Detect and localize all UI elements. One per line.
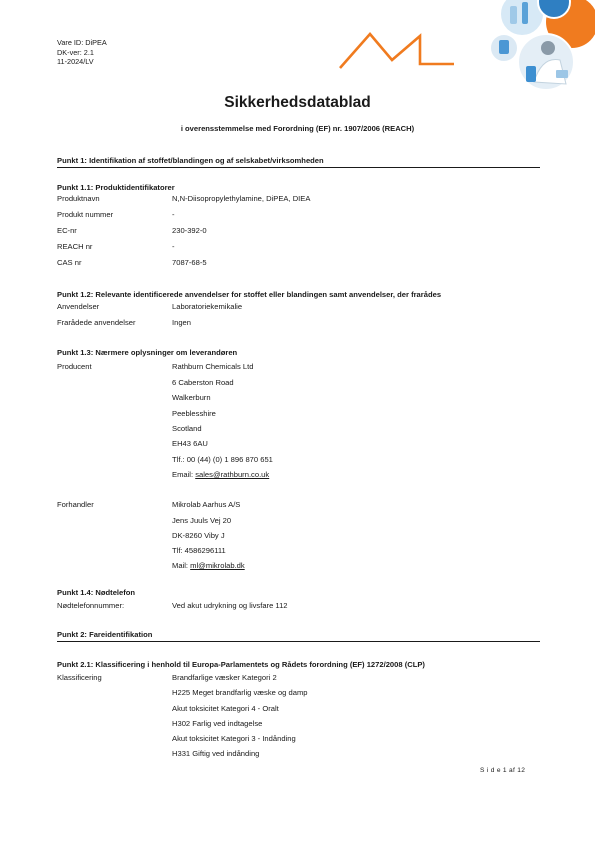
subsection-heading-1-2: Punkt 1.2: Relevante identificerede anvendelser for stoffet eller blandingen samt anvendelser, der frarådes	[57, 290, 442, 299]
row-label: REACH nr	[57, 242, 93, 251]
producer-email-line	[172, 470, 269, 479]
row-value: Ingen	[172, 318, 192, 327]
producer-line: Rathburn Chemicals Ltd	[172, 362, 254, 371]
producer-line: EH43 6AU	[172, 439, 208, 448]
subsection-heading-2-1: Punkt 2.1: Klassificering i henhold til Europa-Parlamentets og Rådets forordning (EF) 1272/2008 (CLP)	[57, 660, 425, 669]
subsection-heading-1-1: Punkt 1.1: Produktidentifikatorer	[57, 183, 175, 192]
page-subtitle: i overensstemmelse med Forordning (EF) nr. 1907/2006 (REACH)	[180, 124, 415, 133]
section-heading-punkt-2: Punkt 2: Fareidentifikation	[57, 630, 540, 642]
row-label: EC-nr	[57, 226, 77, 235]
subsection-heading-1-3: Punkt 1.3: Nærmere oplysninger om leverandøren	[57, 348, 238, 357]
mikrolab-logo	[336, 24, 456, 74]
row-label: Frarådede anvendelser	[57, 318, 136, 327]
row-value: -	[172, 210, 175, 219]
producer-phone: Tlf.: 00 (44) (0) 1 896 870 651	[172, 455, 273, 464]
classification-line: Akut toksicitet Kategori 3 - Indånding	[172, 734, 296, 743]
classification-label: Klassificering	[57, 673, 102, 682]
mail-prefix: Mail:	[172, 561, 191, 570]
row-frarådede-anvendelser	[57, 318, 540, 330]
dealer-label: Forhandler	[57, 500, 94, 509]
row-anvendelser	[57, 302, 540, 314]
page-title: Sikkerhedsdatablad	[224, 94, 371, 111]
classification-line: Akut toksicitet Kategori 4 - Oralt	[172, 704, 279, 713]
row-value: Laboratoriekemikalie	[172, 302, 243, 311]
row-produkt-nummer	[57, 210, 540, 222]
row-produktnavn	[57, 194, 540, 206]
row-value: N,N-Diisopropylethylamine, DiPEA, DIEA	[172, 194, 311, 203]
row-label: Produktnavn	[57, 194, 100, 203]
classification-line: H302 Farlig ved indtagelse	[172, 719, 263, 728]
document-meta	[57, 38, 107, 67]
page-number: S i d e 1 af 12	[480, 767, 526, 774]
row-ec-nr	[57, 226, 540, 238]
producer-email-link[interactable]: sales@rathburn.co.uk	[195, 470, 270, 479]
producer-line: 6 Caberston Road	[172, 378, 234, 387]
section-heading-punkt-1: Punkt 1: Identifikation af stoffet/blandingen og af selskabet/virksomheden	[57, 156, 540, 168]
emergency-value: Ved akut udrykning og livsfare 112	[172, 601, 288, 610]
dealer-phone: Tlf: 4586296111	[172, 546, 226, 555]
classification-line: H331 Giftig ved indånding	[172, 749, 260, 758]
row-value: -	[172, 242, 175, 251]
dealer-line: Jens Juuls Vej 20	[172, 516, 232, 525]
producer-line: Walkerburn	[172, 393, 211, 402]
classification-line: H225 Meget brandfarlig væske og damp	[172, 688, 308, 697]
row-reach-nr	[57, 242, 540, 254]
email-prefix: Email:	[172, 470, 196, 479]
row-value: 230-392-0	[172, 226, 207, 235]
row-value: 7087-68-5	[172, 258, 207, 267]
vare-id: Vare ID: DiPEA	[57, 38, 107, 47]
dk-version: DK-ver: 2.1	[57, 47, 94, 57]
dealer-line: DK-8260 Viby J	[172, 531, 225, 540]
subsection-heading-1-4: Punkt 1.4: Nødtelefon	[57, 588, 136, 597]
classification-line: Brandfarlige væsker Kategori 2	[172, 673, 277, 682]
dealer-line: Mikrolab Aarhus A/S	[172, 500, 241, 509]
row-label: Produkt nummer	[57, 210, 114, 219]
producer-line: Scotland	[172, 424, 202, 433]
revision-date: 11-2024/LV	[57, 57, 94, 67]
row-label: Anvendelser	[57, 302, 100, 311]
dealer-mail-link[interactable]: ml@mikrolab.dk	[190, 561, 245, 570]
dealer-mail-line	[172, 561, 245, 570]
row-label: CAS nr	[57, 258, 82, 267]
emergency-label: Nødtelefonnummer:	[57, 601, 125, 610]
producer-line: Peeblesshire	[172, 409, 216, 418]
row-cas-nr	[57, 258, 540, 270]
producer-label: Producent	[57, 362, 92, 371]
